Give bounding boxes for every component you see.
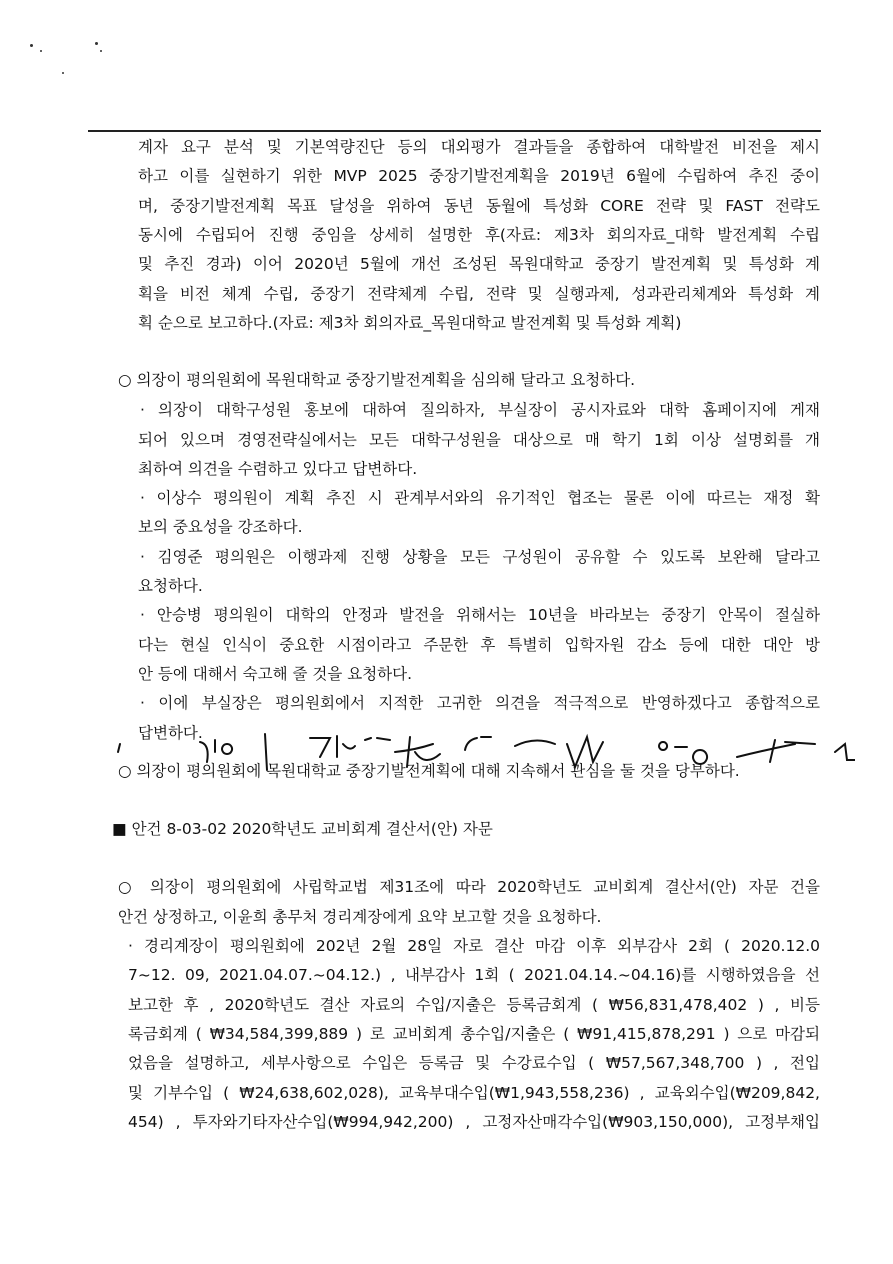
- text-line: · 이상수 평의원이 계획 추진 시 관계부서와의 유기적인 협조는 물론 이에 따르는 재정 확: [140, 489, 820, 507]
- agenda-heading: ■ 안건 8-03-02 2020학년도 교비회계 결산서(안) 자문: [112, 820, 493, 838]
- text-line: 최하여 의견을 수렴하고 있다고 답변하다.: [138, 460, 418, 478]
- top-rule: [88, 130, 821, 132]
- text-line: · 의장이 대학구성원 홍보에 대하여 질의하자, 부실장이 공시자료와 대학 홈페이지에 게재: [140, 401, 820, 419]
- text-line: 획을 비전 체계 수립, 중장기 전략체계 수립, 전략 및 실행과제, 성과관리체계와 특성화 계: [138, 285, 820, 303]
- scan-speck: [100, 50, 102, 52]
- text-line: 7~12. 09, 2021.04.07.~04.12.) , 내부감사 1회 ( 2021.04.14.~04.16)를 시행하였음을 선: [128, 966, 820, 984]
- text-line: ○ 의장이 평의원회에 사립학교법 제31조에 따라 2020학년도 교비회계 결산서(안) 자문 건을: [118, 878, 820, 896]
- text-line: · 안승병 평의원이 대학의 안정과 발전을 위해서는 10년을 바라보는 중장기 안목이 절실하: [140, 606, 820, 624]
- text-line: 었음을 설명하고, 세부사항으로 수입은 등록금 및 수강료수입 ( ₩57,567,348,700 ) , 전입: [128, 1054, 820, 1072]
- text-line: 며, 중장기발전계획 목표 달성을 위하여 동년 동월에 특성화 CORE 전략 및 FAST 전략도: [138, 197, 820, 215]
- text-line: 록금회계 ( ₩34,584,399,889 ) 로 교비회계 총수입/지출은 ( ₩91,415,878,291 ) 으로 마감되: [128, 1025, 820, 1043]
- text-line: 454) , 투자와기타자산수입(₩994,942,200) , 고정자산매각수입(₩903,150,000), 고정부채입: [128, 1113, 820, 1131]
- text-line: 안 등에 대해서 숙고해 줄 것을 요청하다.: [138, 665, 413, 683]
- text-line: 답변하다.: [138, 724, 203, 742]
- scan-speck: [62, 72, 64, 74]
- text-line: 획 순으로 보고하다.(자료: 제3차 회의자료_목원대학교 발전계획 및 특성화 계획): [138, 314, 682, 332]
- text-line: · 김영준 평의원은 이행과제 진행 상황을 모든 구성원이 공유할 수 있도록 보완해 달라고: [140, 548, 820, 566]
- scan-speck: [30, 44, 33, 47]
- text-line: 및 추진 경과) 이어 2020년 5월에 개선 조성된 목원대학교 중장기 발전계획 및 특성화 계: [138, 255, 820, 273]
- text-line: 계자 요구 분석 및 기본역량진단 등의 대외평가 결과들을 종합하여 대학발전 비전을 제시: [138, 138, 820, 156]
- text-line: 다는 현실 인식이 중요한 시점이라고 주문한 후 특별히 입학자원 감소 등에 대한 대안 방: [138, 636, 820, 654]
- text-line: 되어 있으며 경영전략실에서는 모든 대학구성원을 대상으로 매 학기 1회 이상 설명회를 개: [138, 431, 820, 449]
- text-line: 하고 이를 실현하기 위한 MVP 2025 중장기발전계획을 2019년 6월에 수립하여 추진 중이: [138, 167, 820, 185]
- scan-speck: [95, 42, 98, 45]
- item-request-review: ○ 의장이 평의원회에 목원대학교 중장기발전계획을 심의해 달라고 요청하다.: [118, 371, 636, 389]
- scan-speck: [40, 50, 42, 52]
- text-line: 안건 상정하고, 이윤희 총무처 경리계장에게 요약 보고할 것을 요청하다.: [118, 908, 602, 926]
- text-line: 보의 중요성을 강조하다.: [138, 518, 303, 536]
- item-request-attention: ○ 의장이 평의원회에 목원대학교 중장기발전계획에 대해 지속해서 관심을 둘 것을 당부하다.: [118, 762, 740, 780]
- text-line: 보고한 후 , 2020학년도 결산 자료의 수입/지출은 등록금회계 ( ₩56,831,478,402 ) , 비등: [128, 996, 820, 1014]
- text-line: · 경리계장이 평의원회에 202년 2월 28일 자로 결산 마감 이후 외부감사 2회 ( 2020.12.0: [128, 937, 820, 955]
- text-line: 요청하다.: [138, 577, 203, 595]
- text-line: 및 기부수입 ( ₩24,638,602,028), 교육부대수입(₩1,943,558,236) , 교육외수입(₩209,842,: [128, 1084, 820, 1102]
- text-line: 동시에 수립되어 진행 중임을 상세히 설명한 후(자료: 제3차 회의자료_대학 발전계획 수립: [138, 226, 820, 244]
- text-line: · 이에 부실장은 평의원회에서 지적한 고귀한 의견을 적극적으로 반영하겠다고 종합적으로: [140, 694, 820, 712]
